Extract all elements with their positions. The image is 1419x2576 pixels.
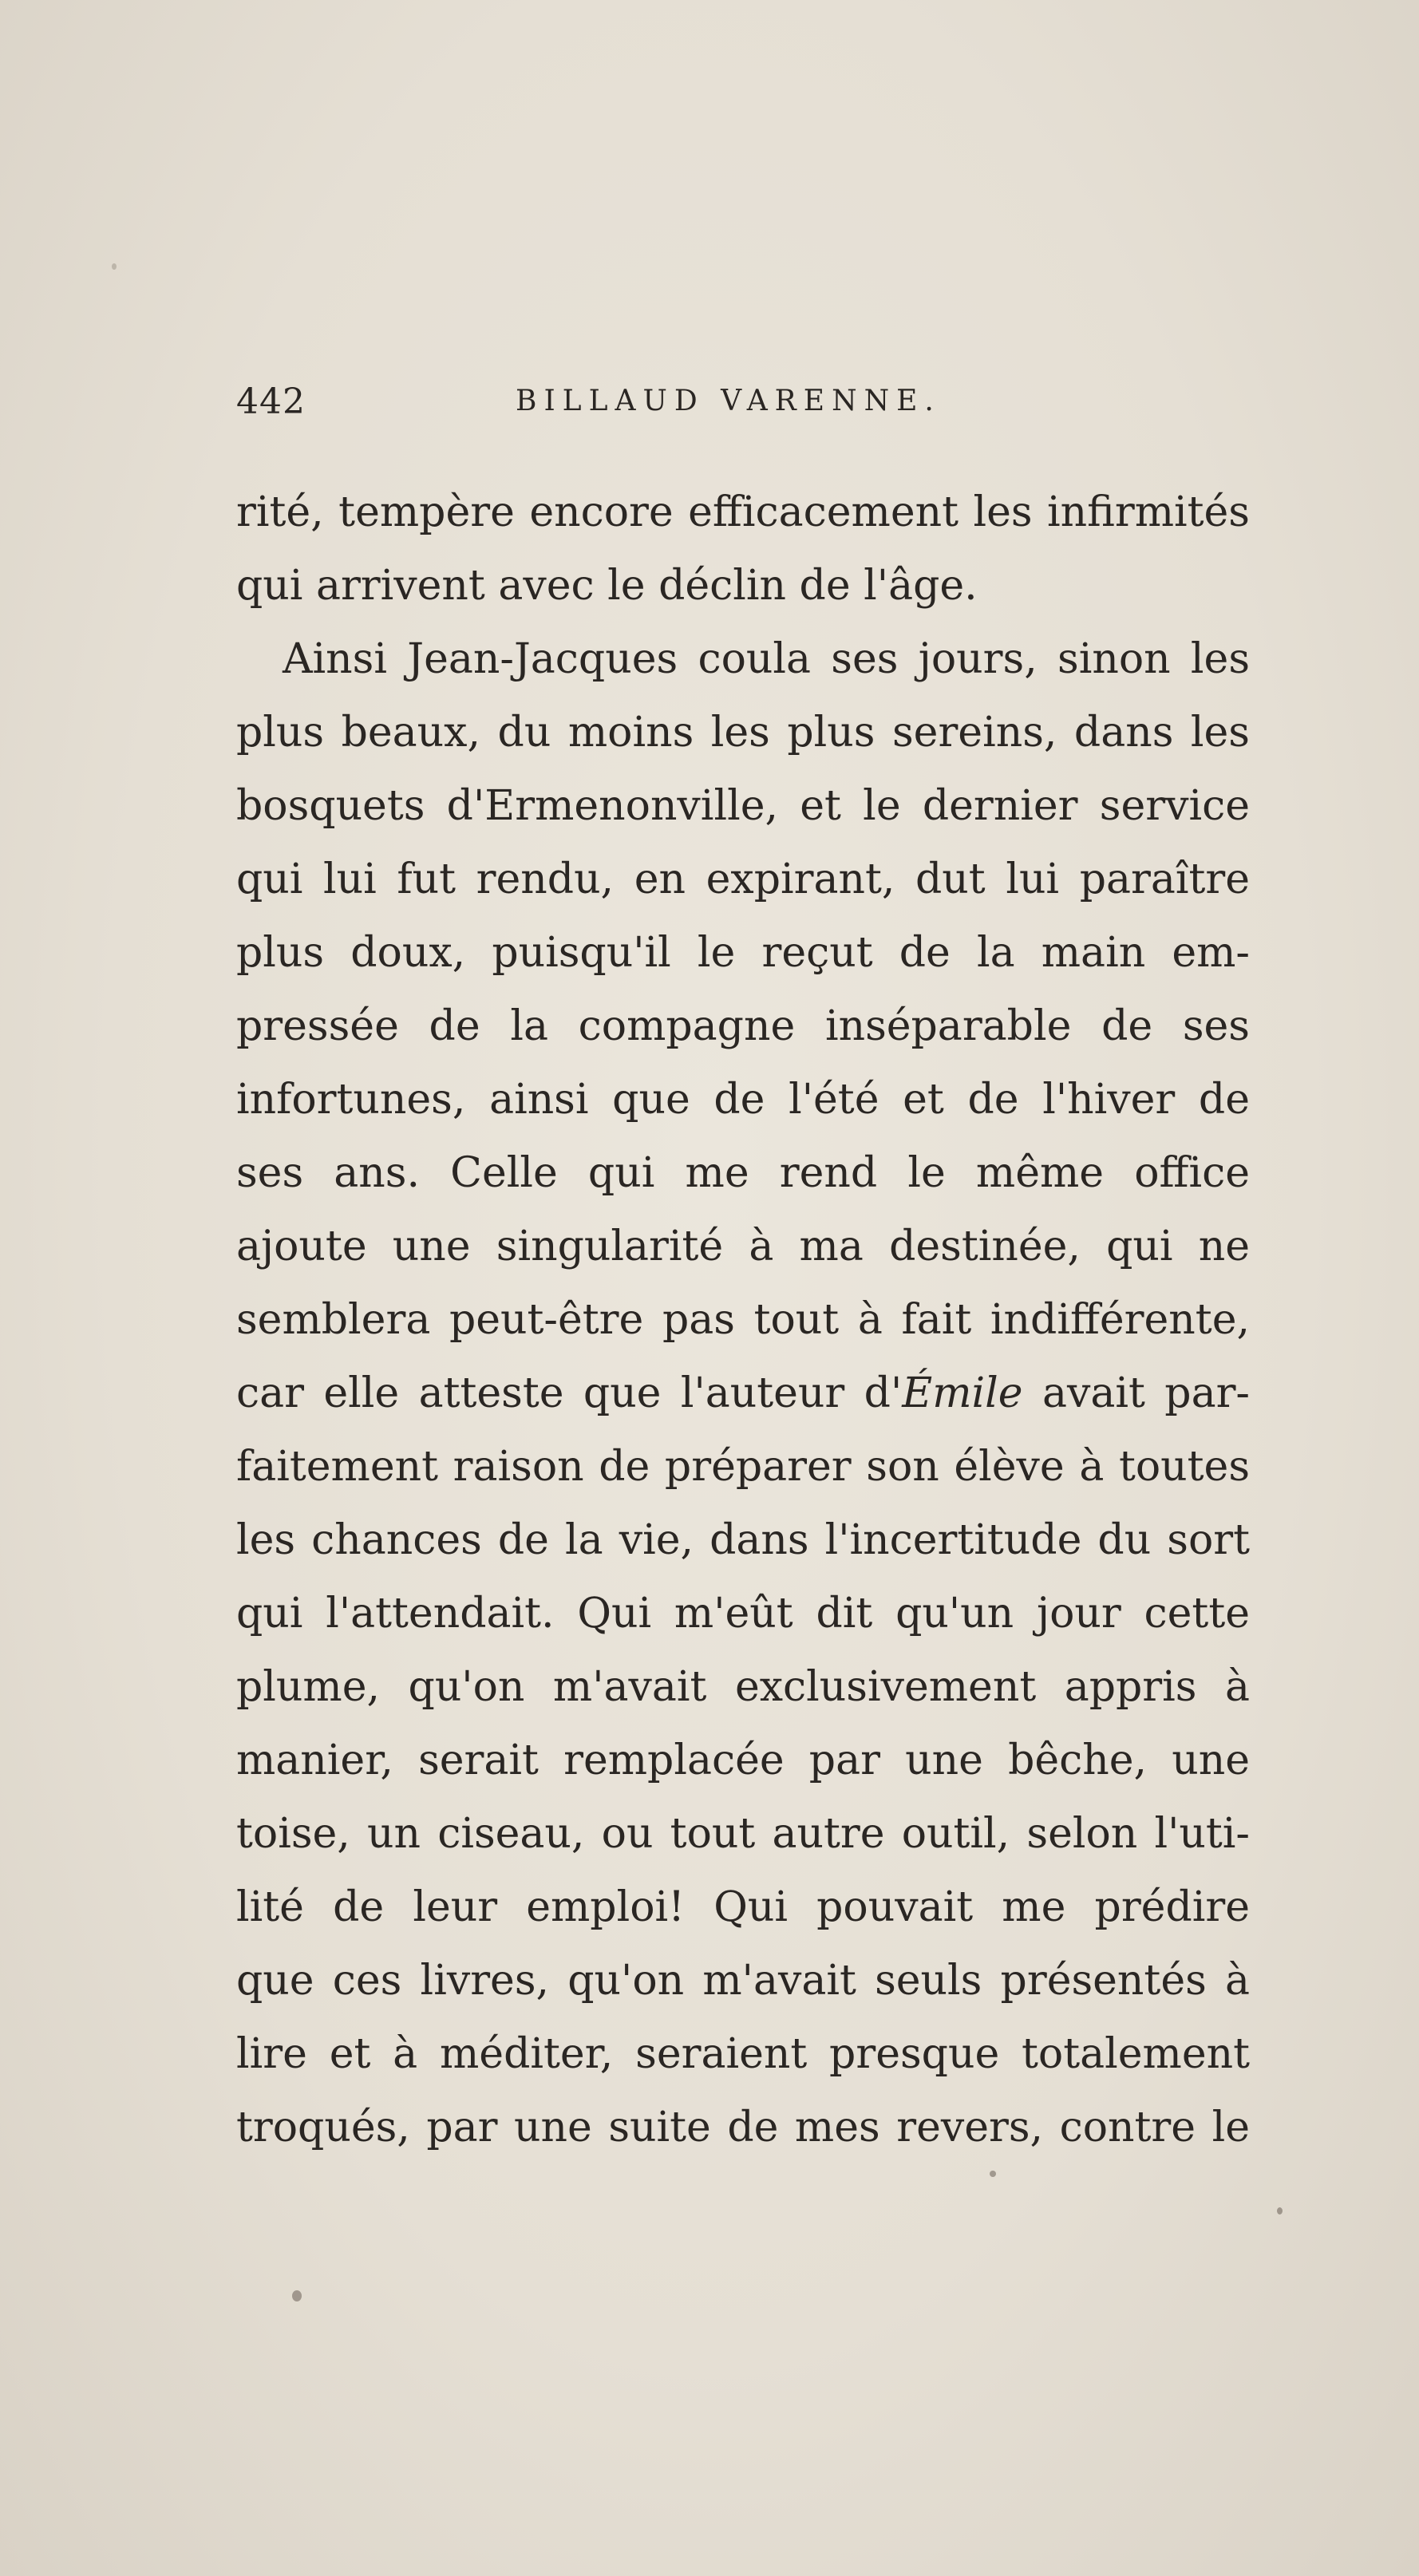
text-line: qui lui fut rendu, en expirant, dut lui paraître xyxy=(236,855,1250,903)
text-line: plus beaux, du moins les plus sereins, dans les xyxy=(236,709,1250,757)
text-line: lité de leur emploi! Qui pouvait me prédire xyxy=(236,1883,1250,1931)
text-line: manier, serait remplacée par une bêche, une xyxy=(236,1736,1250,1784)
text-line: semblera peut-être pas tout à fait indifférente, xyxy=(236,1296,1250,1344)
text-line: plus doux, puisqu'il le reçut de la main em- xyxy=(236,929,1250,977)
text-line: car elle atteste que l'auteur d'Émile avait par- xyxy=(236,1369,1250,1417)
text-line: les chances de la vie, dans l'incertitude du sort xyxy=(236,1516,1250,1564)
text-line: rité, tempère encore efficacement les infirmités xyxy=(236,488,1250,536)
text-line: lire et à méditer, seraient presque totalement xyxy=(236,2030,1250,2078)
body-text xyxy=(236,476,1250,2164)
text-line: qui l'attendait. Qui m'eût dit qu'un jour cette xyxy=(236,1590,1250,1638)
text-line: ses ans. Celle qui me rend le même office xyxy=(236,1149,1250,1197)
text-line: troqués, par une suite de mes revers, contre le xyxy=(236,2104,1250,2151)
book-title: Émile xyxy=(902,1369,1023,1417)
text-line: qui arrivent avec le déclin de l'âge. xyxy=(236,562,978,610)
text-line: bosquets d'Ermenonville, et le dernier service xyxy=(236,782,1250,830)
paper-speck xyxy=(292,2290,302,2301)
paper-speck xyxy=(1277,2207,1283,2214)
text-line: plume, qu'on m'avait exclusivement appris à xyxy=(236,1663,1250,1711)
text-line: pressée de la compagne inséparable de ses xyxy=(236,1002,1250,1050)
page-number: 442 xyxy=(236,381,306,422)
text-line: ajoute une singularité à ma destinée, qui ne xyxy=(236,1223,1250,1270)
text-line: infortunes, ainsi que de l'été et de l'hiver de xyxy=(236,1076,1250,1124)
paper-speck xyxy=(990,2171,996,2177)
text-line: Ainsi Jean-Jacques coula ses jours, sinon les xyxy=(283,635,1250,683)
text-line: que ces livres, qu'on m'avait seuls présentés à xyxy=(236,1957,1250,2005)
running-head: BILLAUD VARENNE. xyxy=(516,385,941,417)
page-header xyxy=(236,381,1250,437)
text-line: toise, un ciseau, ou tout autre outil, selon l'uti- xyxy=(236,1810,1250,1858)
paper-speck xyxy=(112,263,117,270)
text-line: faitement raison de préparer son élève à toutes xyxy=(236,1443,1250,1491)
